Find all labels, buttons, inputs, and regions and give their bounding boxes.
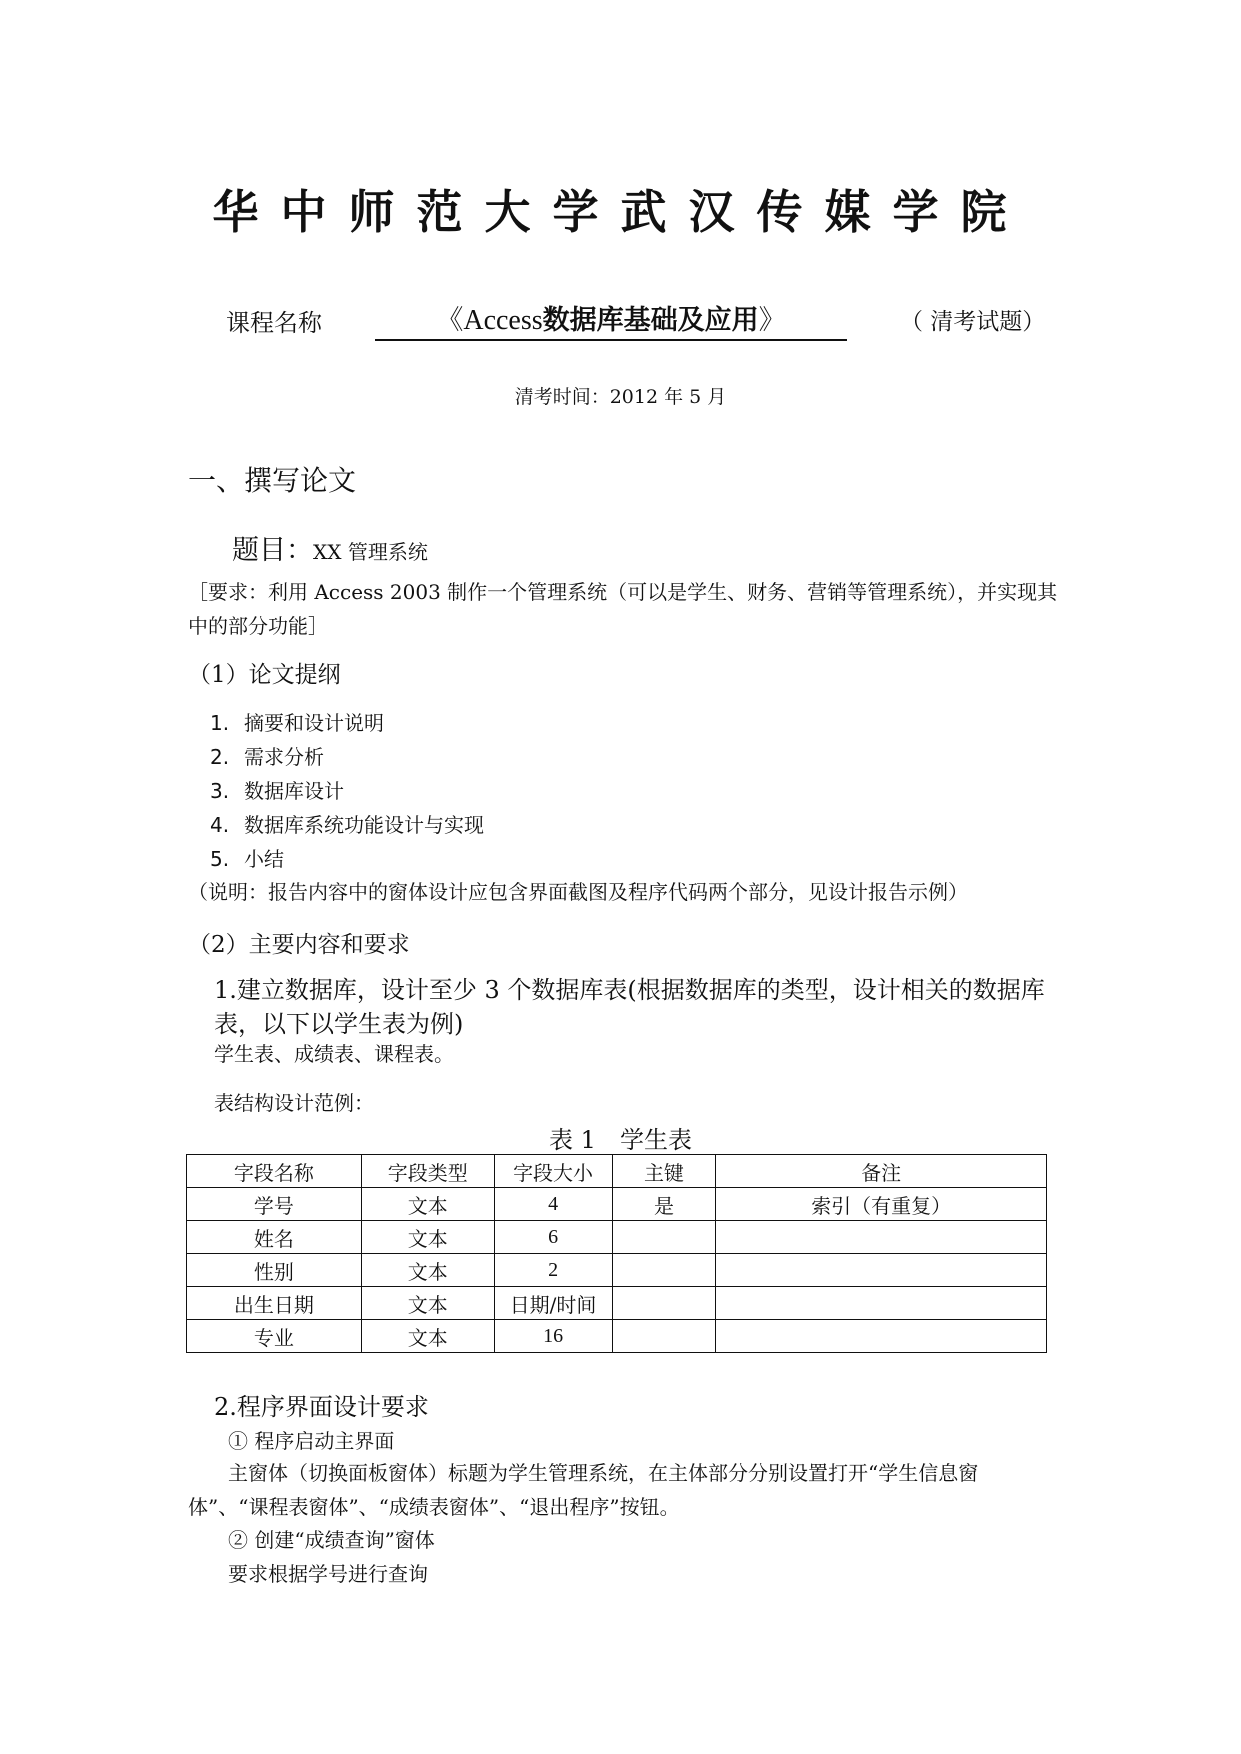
tables-list: 学生表、成绩表、课程表。 xyxy=(214,1042,454,1066)
table-cell: 4 xyxy=(494,1188,612,1221)
topic-value: XX 管理系统 xyxy=(313,540,428,564)
table-row xyxy=(187,1320,1047,1353)
table-cell: 16 xyxy=(494,1320,612,1353)
outline-item xyxy=(210,809,484,838)
table-header-row xyxy=(187,1155,1047,1188)
ui-design-heading: 2.程序界面设计要求 xyxy=(214,1393,429,1421)
course-name xyxy=(375,298,847,341)
table-cell: 专业 xyxy=(187,1320,362,1353)
table-cell: 学号 xyxy=(187,1188,362,1221)
outline-item-num: 2. xyxy=(210,745,230,769)
ui-subitem-main-screen-body: 主窗体（切换面板窗体）标题为学生管理系统，在主体部分分别设置打开“学生信息窗体”、“课程表窗体”、“成绩表窗体”、“退出程序”按钮。 xyxy=(188,1461,979,1519)
table-cell: 文本 xyxy=(361,1221,494,1254)
course-name-cn: 数据库基础及应用 xyxy=(542,305,759,336)
outline-heading: （1）论文提纲 xyxy=(188,662,341,688)
outline-item xyxy=(210,843,284,872)
table-cell: 日期/时间 xyxy=(494,1287,612,1320)
topic-label: 题目： xyxy=(232,535,313,566)
table-header-cell: 备注 xyxy=(716,1155,1047,1188)
table-cell xyxy=(716,1221,1047,1254)
table-cell: 性别 xyxy=(187,1254,362,1287)
table-row xyxy=(187,1254,1047,1287)
ui-subitem-query-form: ② 创建“成绩查询”窗体 xyxy=(228,1528,435,1552)
table-row xyxy=(187,1221,1047,1254)
table-cell: 文本 xyxy=(361,1287,494,1320)
course-name-open: 《 xyxy=(436,305,464,336)
table-cell: 是 xyxy=(612,1188,716,1221)
outline-item-text: 数据库设计 xyxy=(244,779,344,803)
table-structure-heading: 表结构设计范例： xyxy=(214,1091,374,1115)
course-name-latin: Access xyxy=(463,305,543,336)
outline-item-num: 1. xyxy=(210,711,230,735)
table-header-cell: 字段名称 xyxy=(187,1155,362,1188)
exam-time: 清考时间：2012 年 5 月 xyxy=(514,386,727,408)
table-row xyxy=(187,1287,1047,1320)
outline-item-num: 3. xyxy=(210,779,230,803)
ui-subitem-query-form-body: 要求根据学号进行查询 xyxy=(228,1562,428,1586)
table-cell: 姓名 xyxy=(187,1221,362,1254)
table-cell: 文本 xyxy=(361,1188,494,1221)
table-header-cell: 主键 xyxy=(612,1155,716,1188)
table-header-cell: 字段类型 xyxy=(361,1155,494,1188)
table-cell xyxy=(716,1320,1047,1353)
outline-item-text: 小结 xyxy=(244,847,284,871)
topic xyxy=(232,528,428,567)
requirement-paragraph: ［要求：利用 Access 2003 制作一个管理系统（可以是学生、财务、营销等管理系统），并实现其中的部分功能］ xyxy=(188,580,1058,638)
table-cell: 文本 xyxy=(361,1254,494,1287)
table-cell: 2 xyxy=(494,1254,612,1287)
table-cell: 出生日期 xyxy=(187,1287,362,1320)
exam-type: （ 清考试题） xyxy=(900,309,1046,335)
table-cell xyxy=(716,1254,1047,1287)
outline-item-text: 数据库系统功能设计与实现 xyxy=(244,813,484,837)
outline-item xyxy=(210,775,344,804)
course-name-close: 》 xyxy=(758,305,786,336)
table-cell: 文本 xyxy=(361,1320,494,1353)
outline-item-num: 5. xyxy=(210,847,230,871)
table-cell xyxy=(612,1221,716,1254)
table-cell xyxy=(716,1287,1047,1320)
ui-subitem-main-screen: ① 程序启动主界面 xyxy=(228,1429,395,1453)
table-caption: 表 1 学生表 xyxy=(549,1126,692,1154)
table-cell: 6 xyxy=(494,1221,612,1254)
outline-item xyxy=(210,707,384,736)
table-row xyxy=(187,1188,1047,1221)
outline-item-num: 4. xyxy=(210,813,230,837)
table-cell: 索引（有重复） xyxy=(716,1188,1047,1221)
table-cell xyxy=(612,1254,716,1287)
table-cell xyxy=(612,1320,716,1353)
table-cell xyxy=(612,1287,716,1320)
course-label: 课程名称 xyxy=(226,309,322,337)
item-create-database: 1.建立数据库，设计至少 3 个数据库表(根据数据库的类型，设计相关的数据库表，以下以学生表为例) xyxy=(214,976,1045,1038)
section-heading-thesis: 一、撰写论文 xyxy=(188,464,357,497)
outline-item xyxy=(210,741,324,770)
student-table xyxy=(186,1154,1047,1353)
outline-item-text: 需求分析 xyxy=(244,745,324,769)
table-header-cell: 字段大小 xyxy=(494,1155,612,1188)
outline-note: （说明：报告内容中的窗体设计应包含界面截图及程序代码两个部分，见设计报告示例） xyxy=(188,880,968,904)
university-title: 华中师范大学武汉传媒学院 xyxy=(212,185,1029,239)
main-content-heading: （2）主要内容和要求 xyxy=(188,932,410,958)
outline-item-text: 摘要和设计说明 xyxy=(244,711,384,735)
